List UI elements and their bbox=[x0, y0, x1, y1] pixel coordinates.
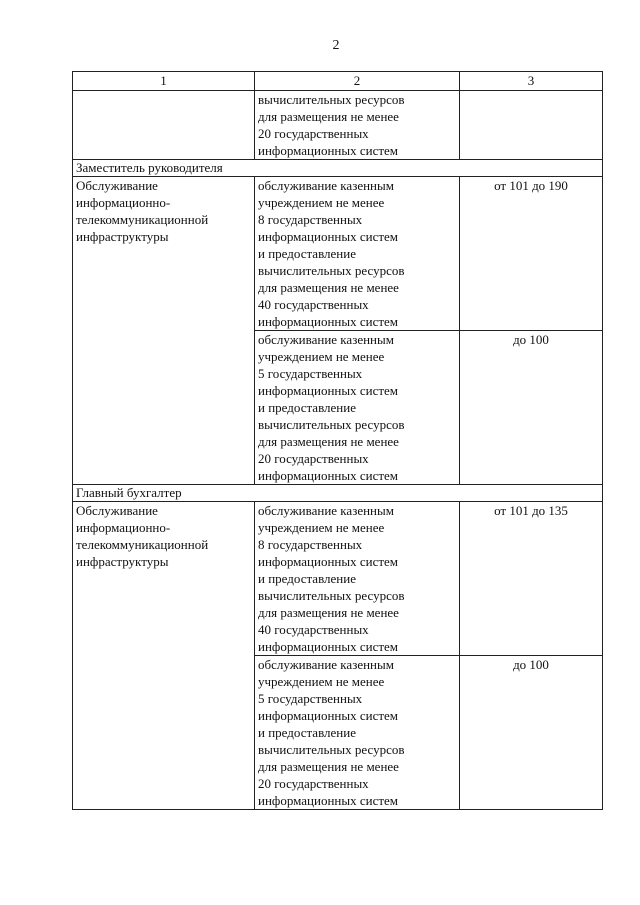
range-cell bbox=[460, 91, 603, 160]
range-cell: от 101 до 135 bbox=[460, 502, 603, 656]
section-title-row bbox=[73, 485, 603, 502]
salary-table bbox=[72, 71, 603, 810]
column-number-2: 2 bbox=[255, 72, 460, 91]
range-cell: до 100 bbox=[460, 331, 603, 485]
position-title: Заместитель руководителя bbox=[73, 160, 603, 177]
criteria-cell: обслуживание казенным учреждением не менее 8 государственных информационных систем и предоставление вычислительных ресурсов для размещения не менее 40 государственных информационных систем bbox=[255, 502, 460, 656]
position-title: Главный бухгалтер bbox=[73, 485, 603, 502]
range-cell: от 101 до 190 bbox=[460, 177, 603, 331]
empty-cell bbox=[73, 91, 255, 160]
continuation-row bbox=[73, 91, 603, 160]
activity-cell: Обслуживание информационно- телекоммуникационной инфраструктуры bbox=[73, 177, 255, 485]
table-row bbox=[73, 177, 603, 331]
page-number: 2 bbox=[332, 38, 340, 53]
criteria-cell: вычислительных ресурсов для размещения не менее 20 государственных информационных систем bbox=[255, 91, 460, 160]
column-number-3: 3 bbox=[460, 72, 603, 91]
table-row bbox=[73, 502, 603, 656]
column-number-1: 1 bbox=[73, 72, 255, 91]
activity-cell: Обслуживание информационно- телекоммуникационной инфраструктуры bbox=[73, 502, 255, 810]
criteria-cell: обслуживание казенным учреждением не менее 8 государственных информационных систем и предоставление вычислительных ресурсов для размещения не менее 40 государственных информационных систем bbox=[255, 177, 460, 331]
table-header-row bbox=[73, 72, 603, 91]
section-title-row bbox=[73, 160, 603, 177]
criteria-cell: обслуживание казенным учреждением не менее 5 государственных информационных систем и предоставление вычислительных ресурсов для размещения не менее 20 государственных информационных систем bbox=[255, 331, 460, 485]
range-cell: до 100 bbox=[460, 656, 603, 810]
criteria-cell: обслуживание казенным учреждением не менее 5 государственных информационных систем и предоставление вычислительных ресурсов для размещения не менее 20 государственных информационных систем bbox=[255, 656, 460, 810]
